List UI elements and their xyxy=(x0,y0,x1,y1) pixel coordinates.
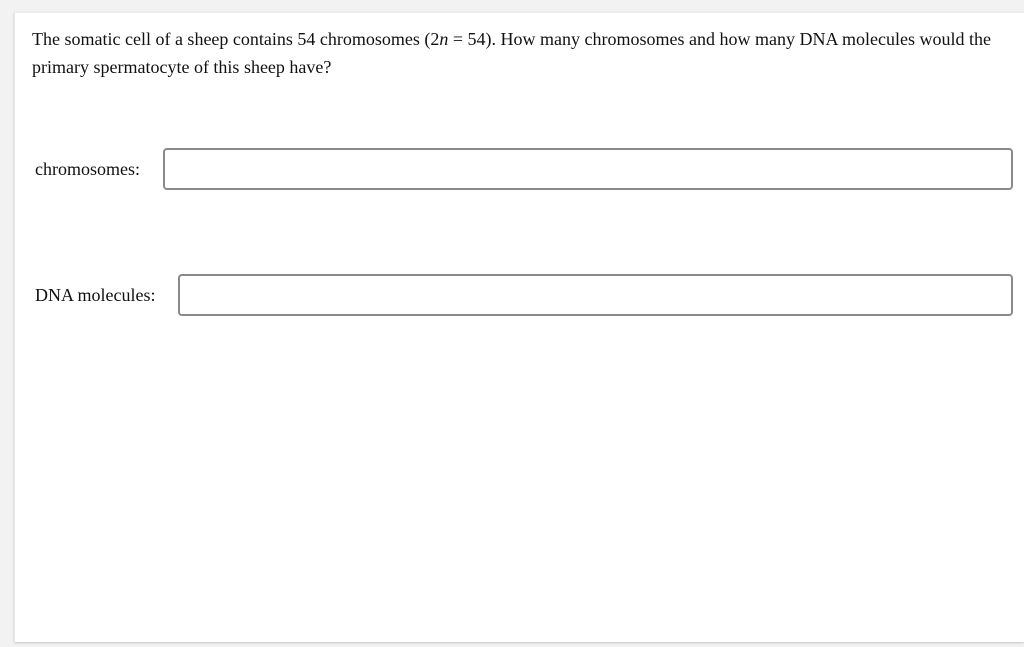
math-rest: = 54) xyxy=(448,29,492,49)
dna-molecules-input[interactable] xyxy=(178,274,1013,316)
question-text xyxy=(32,25,1012,81)
math-open: (2 xyxy=(424,29,440,49)
dna-molecules-row xyxy=(35,274,1013,316)
question-card xyxy=(14,12,1024,642)
question-text-after: . How many chromosomes and how many DNA molecules would the primary spermatocyte of this sheep have? xyxy=(32,29,991,77)
dna-molecules-label: DNA molecules: xyxy=(35,284,156,305)
chromosomes-row xyxy=(35,148,1013,190)
chromosomes-label: chromosomes: xyxy=(35,158,140,179)
chromosomes-input[interactable] xyxy=(163,148,1013,190)
question-math xyxy=(424,29,491,49)
math-variable: n xyxy=(439,29,449,49)
question-text-before: The somatic cell of a sheep contains 54 chromosomes xyxy=(32,29,420,49)
